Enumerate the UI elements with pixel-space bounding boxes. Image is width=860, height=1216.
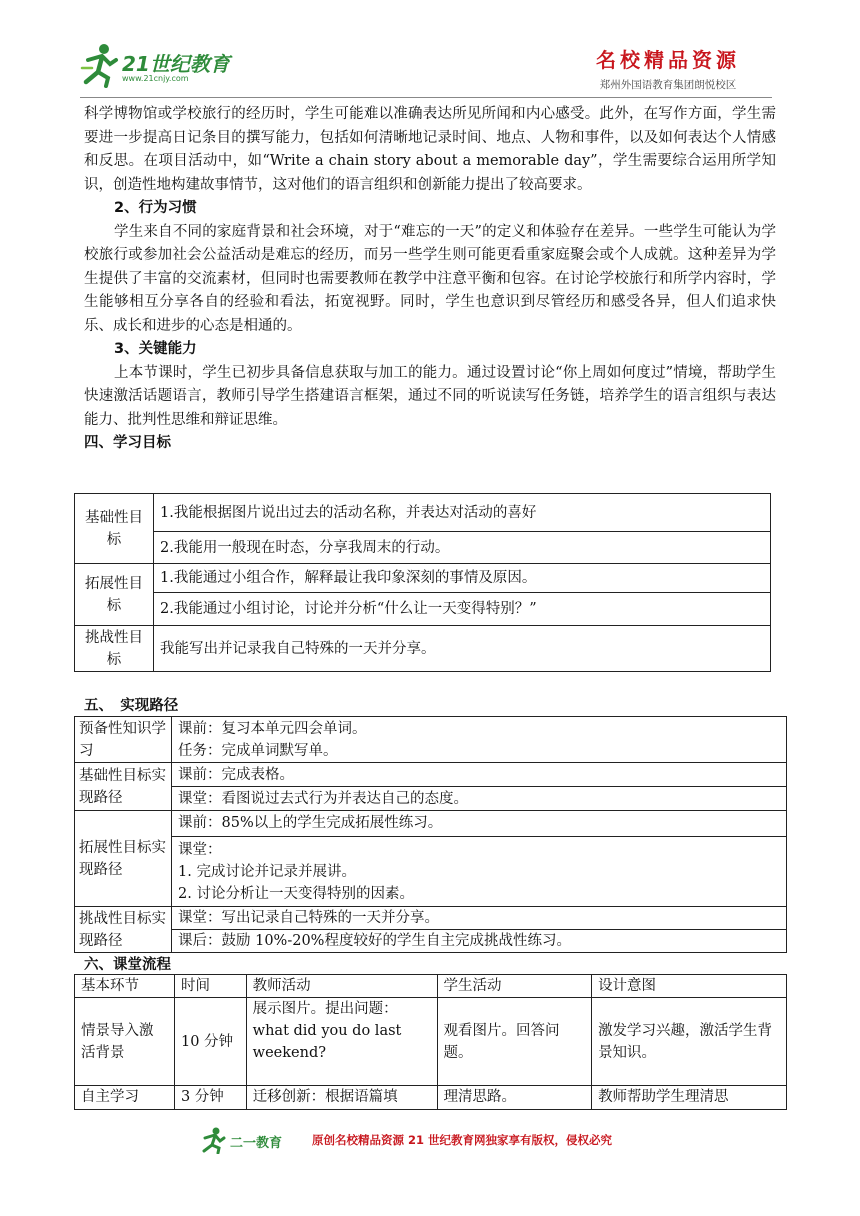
table-row <box>75 930 787 953</box>
path-line: 课前：复习本单元四会单词。 <box>178 720 367 737</box>
table-row <box>75 717 787 763</box>
path-cell: 课堂：写出记录自己特殊的一天并分享。 <box>172 907 787 930</box>
goal-cell: 1.我能根据图片说出过去的活动名称，并表达对活动的喜好 <box>154 494 771 532</box>
table-row <box>75 1086 787 1110</box>
brand-block <box>596 44 740 92</box>
column-header: 学生活动 <box>437 975 592 998</box>
flow-student: 理清思路。 <box>437 1086 592 1110</box>
path-cell: 课前：完成表格。 <box>172 763 787 787</box>
runner-logo-icon <box>80 42 120 88</box>
path-line: 任务：完成单词默写单。 <box>178 742 338 759</box>
goal-cell: 1.我能通过小组合作，解释最让我印象深刻的事情及原因。 <box>154 564 771 593</box>
table-row <box>75 564 771 593</box>
brand-subtitle: 郑州外国语教育集团朗悦校区 <box>599 79 737 91</box>
paragraph-1: 科学博物馆或学校旅行的经历时，学生可能难以准确表达所见所闻和内心感受。此外，在写作方面，学生需要进一步提高日记条目的撰写能力，包括如何清晰地记录时间、地点、人物和事件，以及如何表达个人情感和反思。在项目活动中，如“Write a chain story about a memorable day”，学生需要综合运用所学知识，创造性地构建故事情节，这对他们的语言组织和创新能力提出了较高要求。 <box>84 106 776 193</box>
path-cell <box>172 717 787 763</box>
runner-logo-icon <box>200 1126 228 1154</box>
table-row <box>75 907 787 930</box>
logo-21cnjy <box>80 40 250 90</box>
logo-url: www.21cnjy.com <box>122 74 189 83</box>
heading-learning-goals: 四、学习目标 <box>84 435 171 451</box>
brand-title: 名校精品资源 <box>596 48 740 72</box>
heading-implementation-path: 五、 实现路径 <box>84 698 179 714</box>
path-cell: 课后：鼓励 10%-20%程度较好的学生自主完成挑战性练习。 <box>172 930 787 953</box>
heading-key-ability: 3、关键能力 <box>114 341 197 357</box>
flow-time: 3 分钟 <box>174 1086 246 1110</box>
goal-label-challenge: 挑战性目标 <box>75 626 154 672</box>
path-line: 课前：85%以上的学生完成拓展性练习。 <box>178 815 443 831</box>
table-row <box>75 494 771 532</box>
copyright-notice: 原创名校精品资源 21 世纪教育网独家享有版权，侵权必究 <box>312 1133 613 1147</box>
table-row <box>75 787 787 811</box>
table-row <box>75 763 787 787</box>
path-line: 课堂： <box>178 842 222 858</box>
flow-stage: 自主学习 <box>75 1086 175 1110</box>
header-divider <box>80 97 772 98</box>
table-header-row <box>75 975 787 998</box>
footer-logo <box>200 1126 300 1154</box>
path-cell <box>172 811 787 907</box>
document-body <box>84 103 776 456</box>
flow-intent: 激发学习兴趣，激活学生背景知识。 <box>592 998 787 1086</box>
path-label: 挑战性目标实现路径 <box>75 907 172 953</box>
flow-teacher: 迁移创新：根据语篇填 <box>246 1086 437 1110</box>
page-footer <box>200 1126 760 1156</box>
paragraph-2: 学生来自不同的家庭背景和社会环境，对于“难忘的一天”的定义和体验存在差异。一些学生可能认为学校旅行或参加社会公益活动是难忘的经历，而另一些学生则可能更看重家庭聚会或个人成就。这种差异为学生提供了丰富的交流素材，但同时也需要教师在教学中注意平衡和包容。在讨论学校旅行和所学内容时，学生能够相互分享各自的经验和看法，拓宽视野。同时，学生也意识到尽管经历和感受各异，但人们追求快乐、成长和进步的心态是相通的。 <box>84 223 776 334</box>
path-label: 拓展性目标实现路径 <box>75 811 172 907</box>
path-cell: 课堂：看图说过去式行为并表达自己的态度。 <box>172 787 787 811</box>
table-row <box>75 998 787 1086</box>
flow-stage: 情景导入激活背景 <box>75 998 175 1086</box>
table-row <box>75 593 771 626</box>
goal-cell: 2.我能用一般现在时态，分享我周末的行动。 <box>154 532 771 564</box>
path-label: 预备性知识学习 <box>75 717 172 763</box>
column-header: 教师活动 <box>246 975 437 998</box>
paragraph-3: 上本节课时，学生已初步具备信息获取与加工的能力。通过设置讨论“你上周如何度过”情境，帮助学生快速激活话题语言，教师引导学生搭建语言框架，通过不同的听说读写任务链，培养学生的语言组织与表达能力、批判性思维和辩证思维。 <box>84 364 776 428</box>
table-row <box>75 532 771 564</box>
inner-divider <box>172 836 786 837</box>
path-label: 基础性目标实现路径 <box>75 763 172 811</box>
flow-time: 10 分钟 <box>174 998 246 1086</box>
footer-logo-text: 二一教育 <box>230 1136 283 1151</box>
flow-student: 观看图片。回答问题。 <box>437 998 592 1086</box>
column-header: 设计意图 <box>592 975 787 998</box>
goal-cell: 我能写出并记录我自己特殊的一天并分享。 <box>154 626 771 672</box>
goal-label-basic: 基础性目标 <box>75 494 154 564</box>
flow-intent: 教师帮助学生理清思 <box>592 1086 787 1110</box>
column-header: 时间 <box>174 975 246 998</box>
table-row <box>75 626 771 672</box>
path-line: 2. 讨论分析让一天变得特别的因素。 <box>178 886 414 902</box>
path-line: 1. 完成讨论并记录并展讲。 <box>178 864 356 880</box>
column-header: 基本环节 <box>75 975 175 998</box>
flow-teacher: 展示图片。提出问题：what did you do last weekend? <box>246 998 437 1086</box>
logo-text: 21世纪教育 <box>122 52 230 76</box>
table-row <box>75 811 787 907</box>
implementation-path-table <box>74 716 787 953</box>
class-flow-table <box>74 974 787 1110</box>
goal-label-extension: 拓展性目标 <box>75 564 154 626</box>
page-header <box>0 0 860 105</box>
heading-behavior: 2、行为习惯 <box>114 200 197 216</box>
learning-goals-table <box>74 493 771 672</box>
heading-class-flow: 六、课堂流程 <box>84 957 171 973</box>
goal-cell: 2.我能通过小组讨论，讨论并分析“什么让一天变得特别？” <box>154 593 771 626</box>
